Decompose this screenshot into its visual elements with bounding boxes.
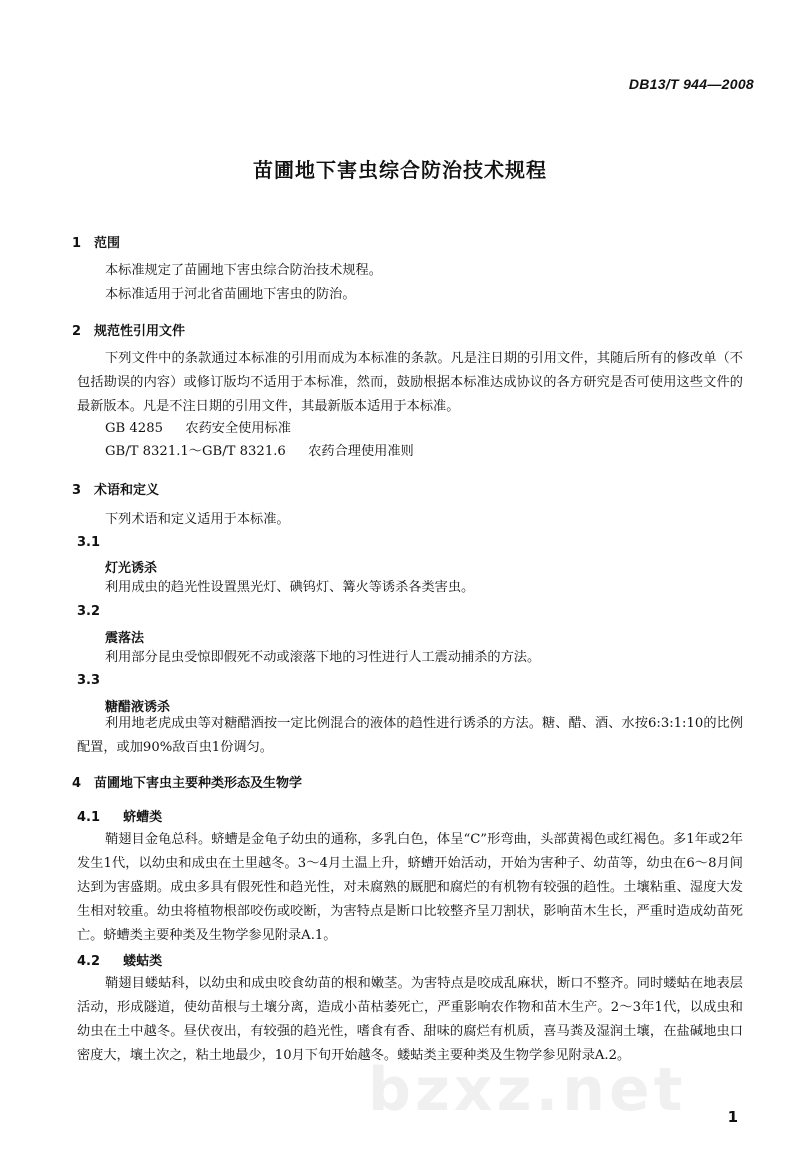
- subsection-title: 蛴螬类: [123, 810, 163, 825]
- subsection-4-2-heading: [77, 950, 162, 969]
- section-1-line-2: 本标准适用于河北省苗圃地下害虫的防治。: [105, 287, 356, 302]
- section-title: 规范性引用文件: [94, 324, 186, 339]
- reference-1: [105, 418, 291, 440]
- term-3-3-name: 糖醋液诱杀: [105, 700, 171, 715]
- section-1-heading: [72, 232, 120, 251]
- section-2-heading: [72, 320, 185, 339]
- term-3-2-name: 震落法: [105, 631, 145, 646]
- term-3-2-definition: 利用部分昆虫受惊即假死不动或滚落下地的习性进行人工震动捕杀的方法。: [105, 650, 541, 665]
- term-3-2-number: 3.2: [77, 604, 101, 619]
- section-title: 苗圃地下害虫主要种类形态及生物学: [94, 776, 303, 791]
- subsection-title: 蝼蛄类: [123, 954, 163, 969]
- page-number: 1: [727, 1108, 738, 1126]
- term-3-1-definition: 利用成虫的趋光性设置黑光灯、碘钨灯、篝火等诱杀各类害虫。: [105, 580, 475, 595]
- watermark: bzxz.net: [368, 1055, 687, 1125]
- reference-title: 农药安全使用标准: [185, 421, 291, 436]
- page-title: 苗圃地下害虫综合防治技术规程: [253, 158, 547, 182]
- subsection-number: 4.1: [77, 810, 101, 825]
- term-3-1-number: 3.1: [77, 535, 101, 550]
- reference-code: GB/T 8321.1～GB/T 8321.6: [105, 444, 286, 459]
- document-id: DB13/T 944—2008: [628, 76, 754, 92]
- term-3-1-name: 灯光诱杀: [105, 561, 158, 576]
- section-title: 范围: [94, 236, 121, 251]
- subsection-4-2-paragraph: 鞘翅目蝼蛄科，以幼虫和成虫咬食幼苗的根和嫩茎。为害特点是咬成乱麻状，断口不整齐。同时蝼蛄在地表层活动，形成隧道，使幼苗根与土壤分离，造成小苗枯萎死亡，严重影响农作物和苗木生产。2～3年1代，以成虫和幼虫在土中越冬。昼伏夜出，有较强的趋光性，嗜食有香、甜味的腐烂有机质，喜马粪及湿润土壤，在盐碱地虫口密度大，壤土次之，粘土地最少，10月下旬开始越冬。蝼蛄类主要种类及生物学参见附录A.2。: [77, 976, 743, 1063]
- subsection-number: 4.2: [77, 954, 101, 969]
- term-3-3-definition: 利用地老虎成虫等对糖醋酒按一定比例混合的液体的趋性进行诱杀的方法。糖、醋、酒、水按6:3:1:10的比例配置，或加90%敌百虫1份调匀。: [77, 716, 743, 755]
- section-number: 2: [72, 324, 82, 339]
- section-3-intro: 下列术语和定义适用于本标准。: [105, 512, 290, 527]
- subsection-4-1-paragraph: 鞘翅目金龟总科。蛴螬是金龟子幼虫的通称，多乳白色，体呈“C”形弯曲，头部黄褐色或红褐色。多1年或2年发生1代，以幼虫和成虫在土里越冬。3～4月土温上升，蛴螬开始活动，开始为害种子、幼苗等，幼虫在6～8月间达到为害盛期。成虫多具有假死性和趋光性，对未腐熟的厩肥和腐烂的有机物有较强的趋性。土壤粘重、湿度大发生相对较重。幼虫将植物根部咬伤或咬断，为害特点是断口比较整齐呈刀割状，影响苗木生长，严重时造成幼苗死亡。蛴螬类主要种类及生物学参见附录A.1。: [77, 832, 743, 943]
- section-number: 3: [72, 483, 82, 498]
- reference-code: GB 4285: [105, 421, 163, 436]
- section-2-paragraph: 下列文件中的条款通过本标准的引用而成为本标准的条款。凡是注日期的引用文件，其随后所有的修改单（不包括勘误的内容）或修订版均不适用于本标准，然而，鼓励根据本标准达成协议的各方研究是否可使用这些文件的最新版本。凡是不注日期的引用文件，其最新版本适用于本标准。: [77, 351, 743, 414]
- term-3-3-number: 3.3: [77, 673, 101, 688]
- section-title: 术语和定义: [94, 483, 160, 498]
- section-4-heading: [72, 772, 302, 791]
- reference-2: [105, 441, 414, 463]
- section-3-heading: [72, 479, 159, 498]
- section-1-line-1: 本标准规定了苗圃地下害虫综合防治技术规程。: [105, 263, 382, 278]
- section-number: 4: [72, 776, 82, 791]
- subsection-4-1-heading: [77, 806, 162, 825]
- reference-title: 农药合理使用准则: [308, 444, 414, 459]
- section-number: 1: [72, 236, 82, 251]
